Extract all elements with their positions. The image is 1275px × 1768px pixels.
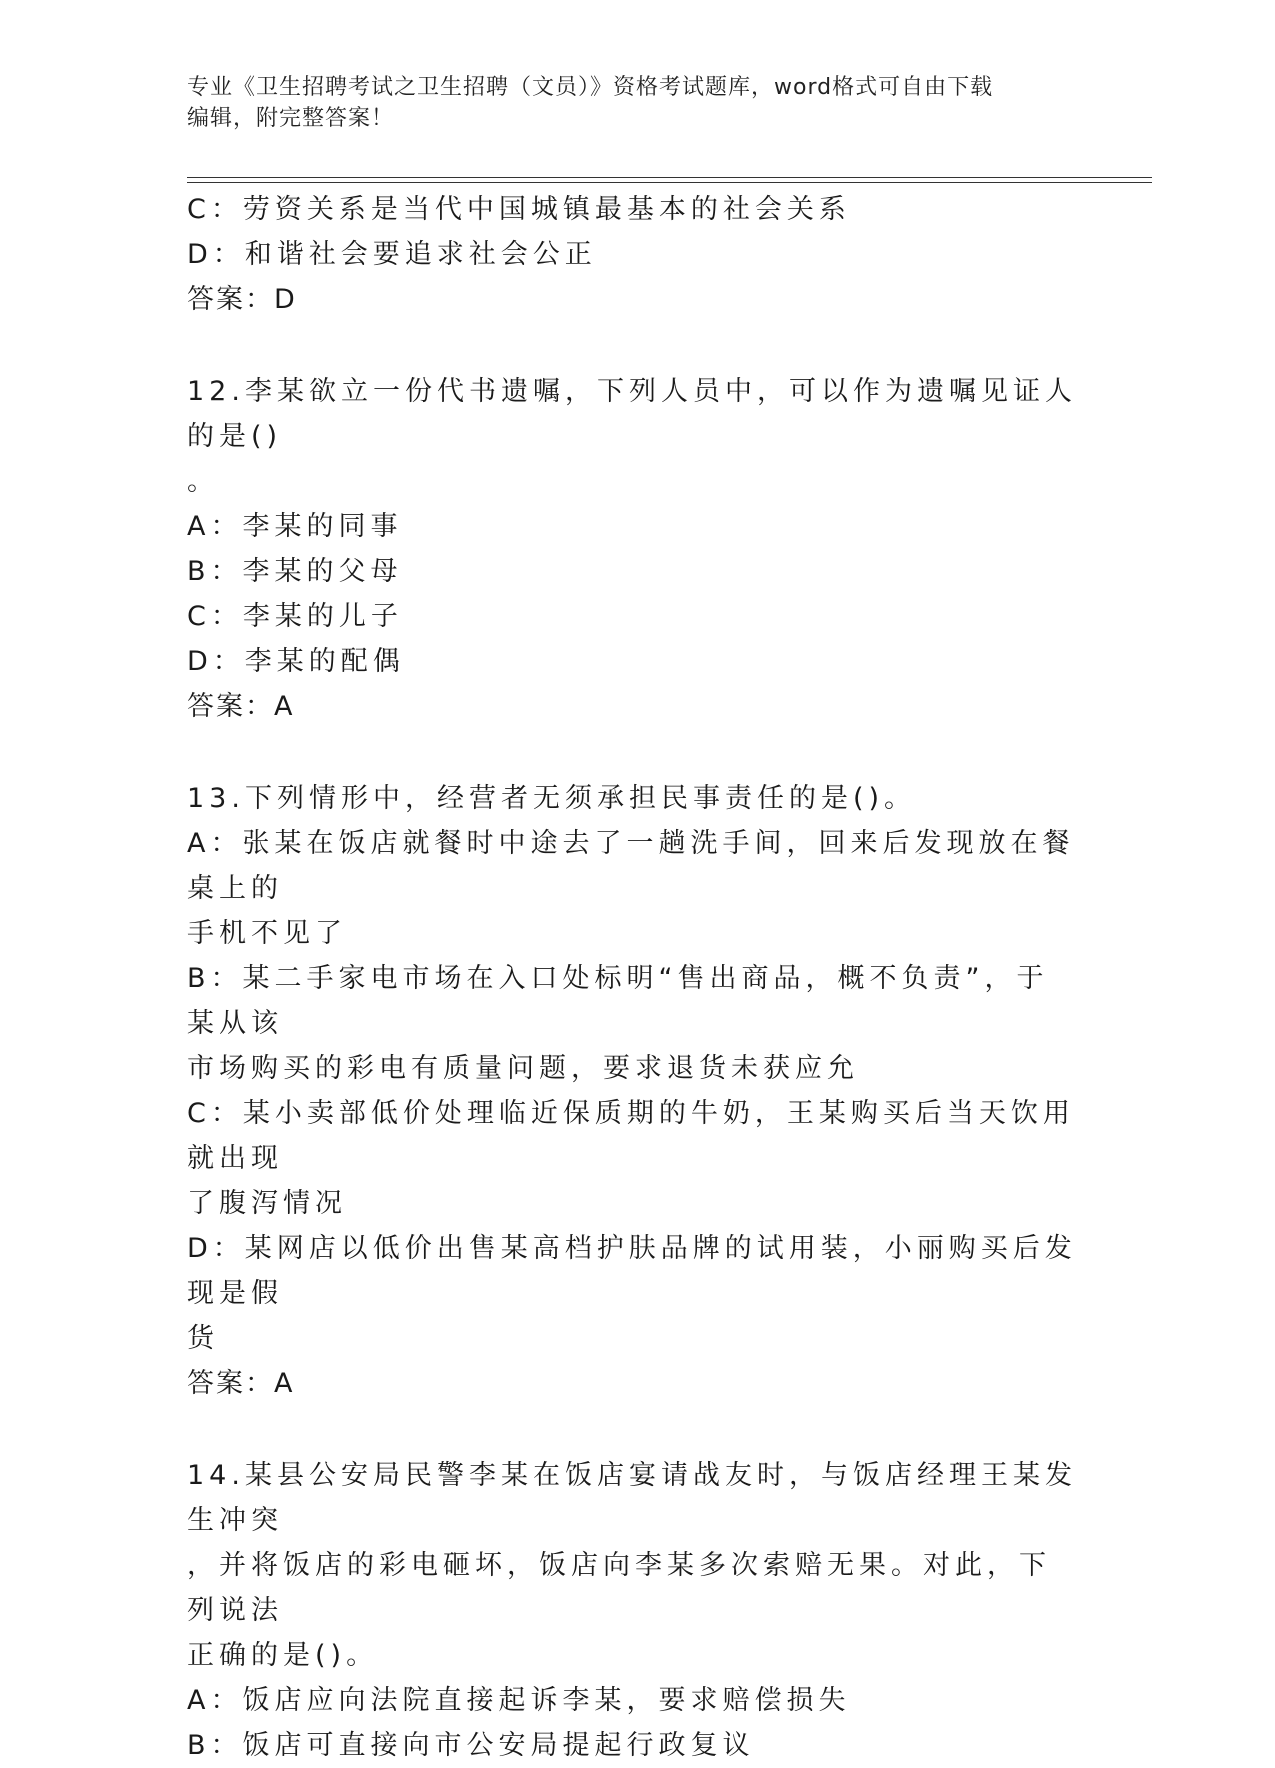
q13-option-c-line-2: 了腹泻情况 (187, 1188, 347, 1219)
q13-option-d-line-1: D：某网店以低价出售某高档护肤品牌的试用装，小丽购买后发现是假 (187, 1233, 1077, 1309)
q14-stem-line-2: ，并将饭店的彩电砸坏，饭店向李某多次索赔无果。对此，下列说法 (187, 1550, 1051, 1626)
q14-stem-line-1: 14.某县公安局民警李某在饭店宴请战友时，与饭店经理王某发生冲突 (187, 1460, 1077, 1536)
q13-option-b-line-1: B：某二手家电市场在入口处标明“售出商品，概不负责”，于某从该 (187, 963, 1049, 1039)
q13-stem: 13.下列情形中，经营者无须承担民事责任的是()。 (187, 783, 917, 814)
question-14 (187, 1453, 1077, 1768)
q13-option-c-line-1: C：某小卖部低价处理临近保质期的牛奶，王某购买后当天饮用就出现 (187, 1098, 1075, 1174)
document-header (187, 72, 1067, 134)
q13-option-a-line-2: 手机不见了 (187, 918, 347, 949)
q13-answer: 答案：A (187, 1368, 295, 1399)
q12-option-c: C：李某的儿子 (187, 601, 403, 632)
q11-option-d: D：和谐社会要追求社会公正 (187, 239, 597, 270)
q11-answer: 答案：D (187, 284, 297, 315)
q13-option-a-line-1: A：张某在饭店就餐时中途去了一趟洗手间，回来后发现放在餐桌上的 (187, 828, 1075, 904)
header-line-2: 编辑，附完整答案！ (187, 106, 395, 131)
q12-option-d: D：李某的配偶 (187, 646, 405, 677)
spacer (187, 729, 1077, 776)
q13-option-d-line-2: 货 (187, 1323, 219, 1354)
header-line-1: 专业《卫生招聘考试之卫生招聘（文员）》资格考试题库，word格式可自由下载 (187, 75, 994, 100)
q12-option-b: B：李某的父母 (187, 556, 403, 587)
q12-stem-line-2: 。 (187, 466, 219, 497)
q13-option-b-line-2: 市场购买的彩电有质量问题，要求退货未获应允 (187, 1053, 859, 1084)
q12-stem-line-1: 12.李某欲立一份代书遗嘱，下列人员中，可以作为遗嘱见证人的是() (187, 376, 1077, 452)
q12-answer: 答案：A (187, 691, 295, 722)
header-divider-bottom (187, 182, 1152, 183)
spacer (187, 1406, 1077, 1453)
spacer (187, 322, 1077, 369)
q12-option-a: A：李某的同事 (187, 511, 403, 542)
document-body (187, 187, 1077, 1768)
question-13 (187, 776, 1077, 1406)
q14-stem-line-3: 正确的是()。 (187, 1640, 379, 1671)
q14-option-a: A：饭店应向法院直接起诉李某，要求赔偿损失 (187, 1685, 851, 1716)
question-11-tail (187, 187, 1077, 322)
q11-option-c: C：劳资关系是当代中国城镇最基本的社会关系 (187, 194, 851, 225)
header-divider-top (187, 177, 1152, 178)
question-12 (187, 369, 1077, 729)
q14-option-b: B：饭店可直接向市公安局提起行政复议 (187, 1730, 755, 1761)
